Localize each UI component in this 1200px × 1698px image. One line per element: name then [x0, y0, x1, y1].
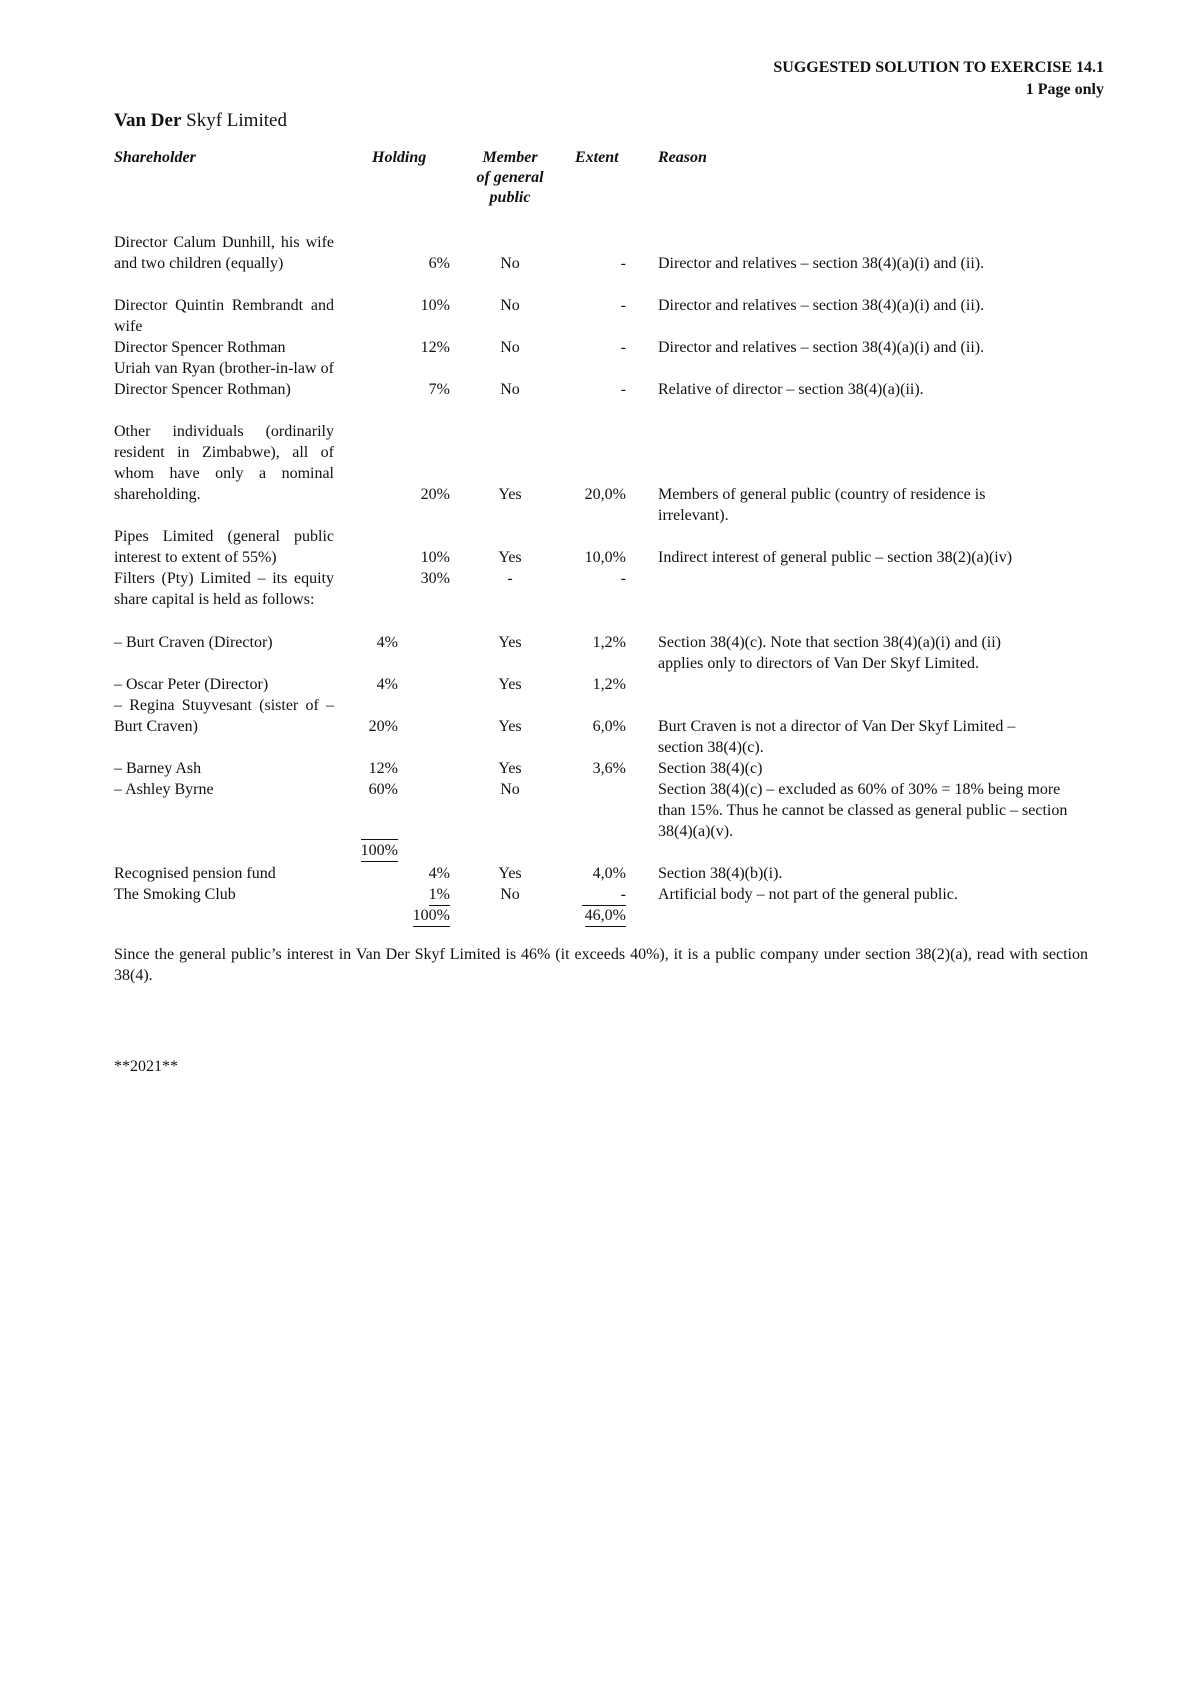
sub-total-value: 100%	[361, 839, 398, 862]
holding-value: 30%	[420, 570, 450, 587]
member-value: Yes	[498, 549, 522, 566]
document-title: SUGGESTED SOLUTION TO EXERCISE 14.1	[773, 59, 1104, 76]
member-value: No	[500, 339, 520, 356]
reason-text: Indirect interest of general public – section 38(2)(a)(iv)	[658, 549, 1013, 566]
conclusion-paragraph: Since the general public’s interest in Van Der Skyf Limited is 46% (it exceeds 40%), it is a public company under section 38(2)(a), read with section 38(4).	[114, 946, 1088, 984]
extent-value: 3,6%	[592, 760, 626, 777]
extent-value	[560, 884, 626, 906]
extent-value: -	[620, 381, 626, 398]
reason-text: Burt Craven is not a director of Van Der Skyf Limited – section 38(4)(c).	[658, 718, 1016, 756]
col-member-line3: public	[489, 189, 531, 206]
shareholder-name: Recognised pension fund	[114, 865, 276, 882]
member-value: No	[500, 297, 520, 314]
member-value: Yes	[498, 760, 522, 777]
holding-value: 6%	[428, 255, 450, 272]
member-value: Yes	[498, 486, 522, 503]
total-holding-value: 100%	[413, 905, 450, 927]
extent-value: 1,2%	[592, 634, 626, 651]
holding-value: 4%	[376, 676, 398, 693]
reason-text: Director and relatives – section 38(4)(a)(i) and (ii).	[658, 255, 985, 272]
shareholder-name: – Regina Stuyvesant (sister of – Burt Craven)	[114, 697, 334, 735]
member-value: No	[500, 886, 520, 903]
reason-text: Section 38(4)(b)(i).	[658, 865, 783, 882]
sub-total	[354, 839, 398, 862]
holding-value: 7%	[428, 381, 450, 398]
holding-value: 10%	[420, 549, 450, 566]
col-shareholder: Shareholder	[114, 149, 196, 166]
extent-value: -	[620, 297, 626, 314]
extent-value: -	[620, 339, 626, 356]
shareholder-name: Director Calum Dunhill, his wife and two children (equally)	[114, 234, 334, 272]
member-value: Yes	[498, 718, 522, 735]
shareholder-name: The Smoking Club	[114, 886, 236, 903]
shareholder-name: – Ashley Byrne	[114, 781, 214, 798]
total-extent	[560, 905, 626, 927]
extent-value: 10,0%	[584, 549, 626, 566]
holding-value: 12%	[420, 339, 450, 356]
member-value: No	[500, 255, 520, 272]
col-member-line1: Member	[482, 149, 538, 166]
col-holding: Holding	[372, 149, 427, 166]
extent-value: 1,2%	[592, 676, 626, 693]
total-extent-value: 46,0%	[585, 905, 626, 927]
holding-value: 20%	[368, 718, 398, 735]
reason-text: Director and relatives – section 38(4)(a)(i) and (ii).	[658, 297, 985, 314]
reason-text: Section 38(4)(c) – excluded as 60% of 30% = 18% being more than 15%. Thus he cannot be classed as general public – section 38(4)(a)(v).	[658, 781, 1068, 840]
shareholder-name: – Oscar Peter (Director)	[114, 676, 269, 693]
page-note: 1 Page only	[1025, 81, 1104, 98]
footer-mark: **2021**	[114, 1058, 178, 1075]
member-value: Yes	[498, 634, 522, 651]
holding-value: 4%	[428, 865, 450, 882]
shareholder-name: Other individuals (ordinarily resident in Zimbabwe), all of whom have only a nominal shareholding.	[114, 423, 334, 503]
shareholder-name: Director Spencer Rothman	[114, 339, 286, 356]
extent-value: -	[620, 255, 626, 272]
shareholder-name: Filters (Pty) Limited – its equity share capital is held as follows:	[114, 570, 334, 608]
member-value: Yes	[498, 865, 522, 882]
holding-value: 4%	[376, 634, 398, 651]
extent-value-text: -	[582, 884, 626, 906]
member-value: Yes	[498, 676, 522, 693]
company-name-bold: Van Der	[114, 110, 182, 131]
extent-value: 6,0%	[592, 718, 626, 735]
reason-text: Artificial body – not part of the general public.	[658, 886, 958, 903]
shareholder-name: Pipes Limited (general public interest to extent of 55%)	[114, 528, 334, 566]
shareholder-name: Uriah van Ryan (brother-in-law of Director Spencer Rothman)	[114, 360, 334, 398]
holding-value: 12%	[368, 760, 398, 777]
member-value: No	[500, 781, 520, 798]
member-value: -	[507, 570, 513, 587]
extent-value: -	[620, 570, 626, 587]
shareholder-name: Director Quintin Rembrandt and wife	[114, 297, 334, 335]
holding-value	[400, 884, 450, 906]
reason-text: Director and relatives – section 38(4)(a)(i) and (ii).	[658, 339, 985, 356]
shareholder-name: – Burt Craven (Director)	[114, 634, 273, 651]
reason-text: Section 38(4)(c)	[658, 760, 763, 777]
col-member	[470, 148, 550, 208]
holding-value-text: 1%	[429, 884, 450, 906]
member-value: No	[500, 381, 520, 398]
holding-value: 60%	[368, 781, 398, 798]
extent-value: 4,0%	[592, 865, 626, 882]
company-name	[114, 110, 287, 132]
reason-text: Members of general public (country of residence is irrelevant).	[658, 486, 986, 524]
holding-value: 10%	[420, 297, 450, 314]
reason-text: Relative of director – section 38(4)(a)(ii).	[658, 381, 924, 398]
reason-text: Section 38(4)(c). Note that section 38(4)(a)(i) and (ii) applies only to directors of Van Der Skyf Limited.	[658, 634, 1001, 672]
company-name-rest: Skyf Limited	[186, 110, 287, 131]
shareholder-name: – Barney Ash	[114, 760, 202, 777]
col-extent: Extent	[575, 149, 619, 166]
extent-value: 20,0%	[584, 486, 626, 503]
col-member-line2: of general	[476, 169, 544, 186]
total-holding	[400, 905, 450, 927]
holding-value: 20%	[420, 486, 450, 503]
col-reason: Reason	[658, 149, 707, 166]
